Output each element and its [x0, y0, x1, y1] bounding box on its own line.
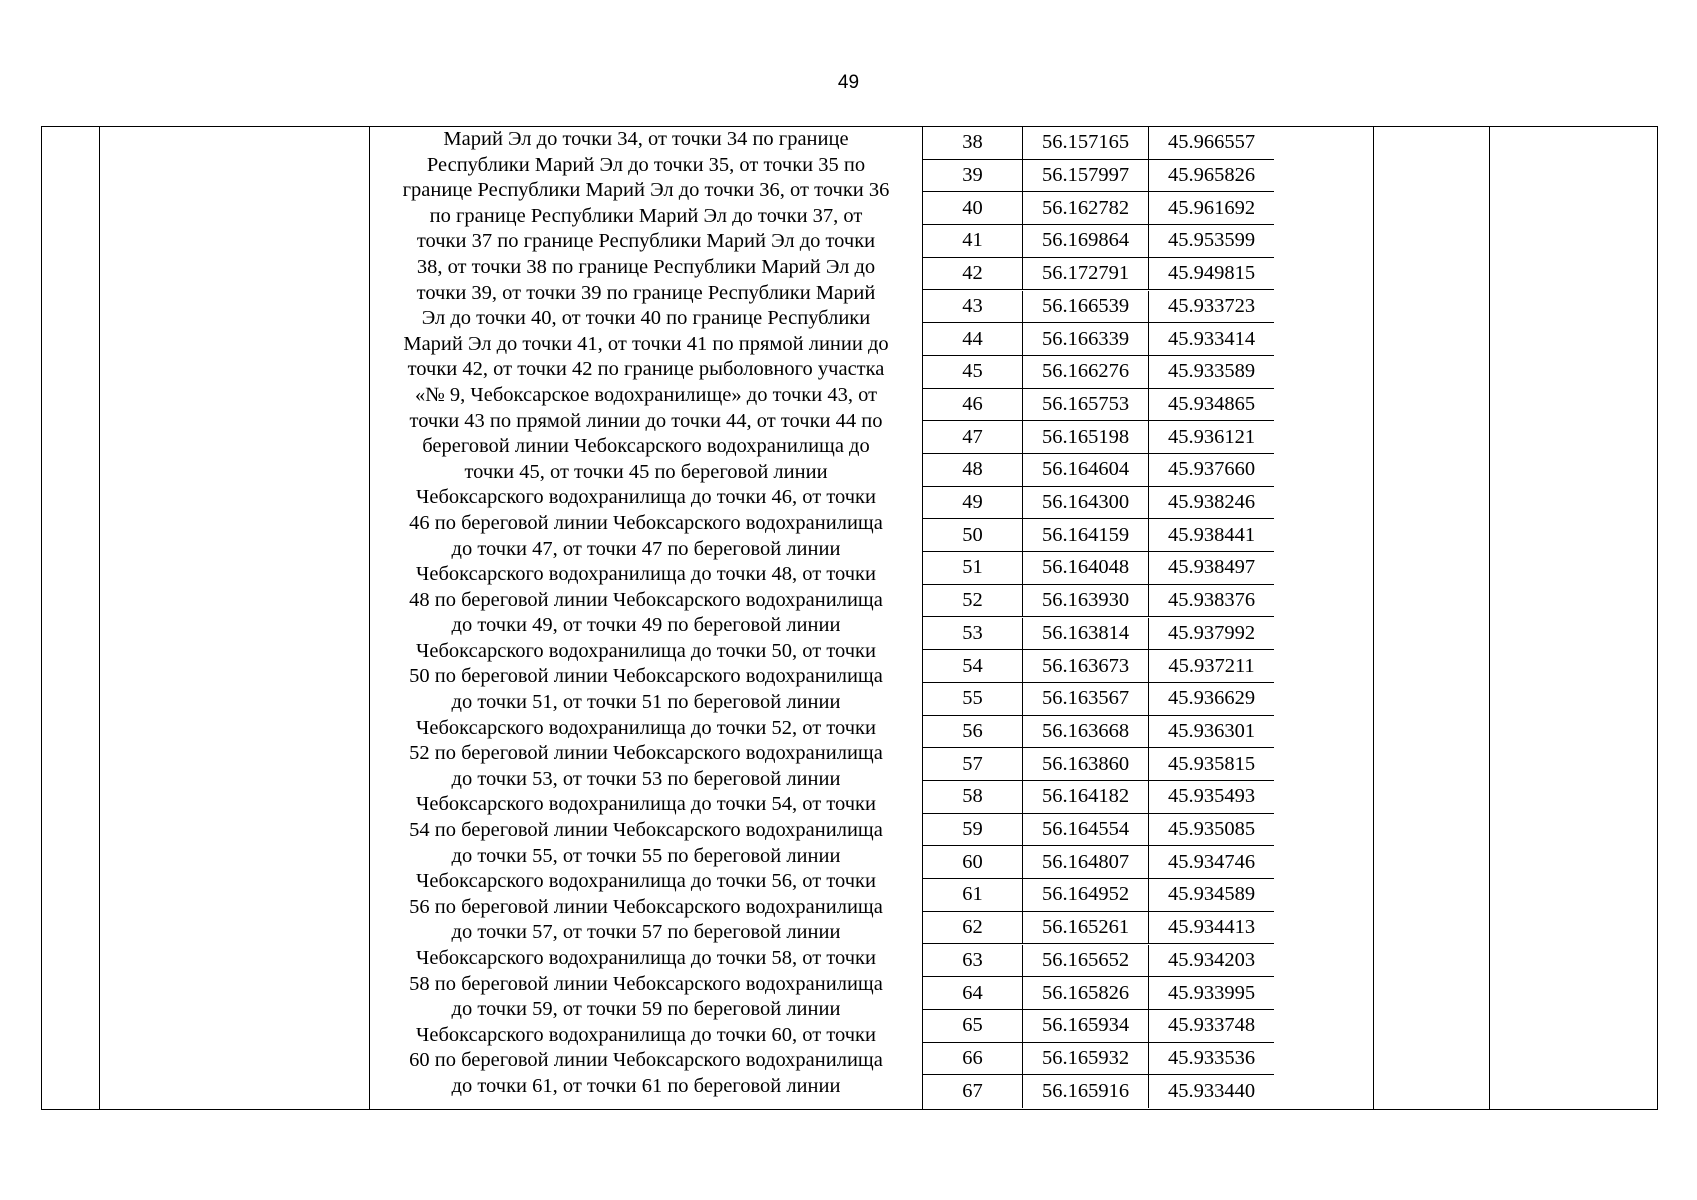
latitude-cell: 56.157165: [1023, 127, 1149, 159]
latitude-cell: 56.166339: [1023, 323, 1149, 355]
point-number: 56: [923, 716, 1023, 748]
point-number: 58: [923, 781, 1023, 813]
longitude-cell: 45.934589: [1167, 883, 1256, 906]
point-number: 42: [923, 258, 1023, 290]
point-number: 47: [923, 421, 1023, 453]
latitude-cell: 56.157997: [1023, 160, 1149, 192]
point-number: 41: [923, 225, 1023, 257]
point-number: 57: [923, 748, 1023, 780]
longitude-cell: 45.933995: [1167, 981, 1256, 1004]
longitude-cell: 45.935493: [1167, 785, 1256, 808]
table-row: [923, 127, 1274, 160]
table-row: [923, 552, 1274, 585]
table-row: [923, 356, 1274, 389]
boundary-description: Марий Эл до точки 34, от точки 34 по границе Республики Марий Эл до точки 35, от точки 35 по границе Республики Марий Эл до точки 36, от точки 36 по границе Республики Марий Эл до точки 37, от точки 37 по границе Республики Марий Эл до точки 38, от точки 38 по границе Республики Марий Эл до точки 39, от точки 39 по границе Республики Марий Эл до точки 40, от точки 40 по границе Республики Марий Эл до точки 41, от точки 41 по прямой линии до точки 42, от точки 42 по границе рыболовного участка «№ 9, Чебоксарское водохранилище» до точки 43, от точки 43 по прямой линии до точки 44, от точки 44 по береговой линии Чебоксарского водохранилища до точки 45, от точки 45 по береговой линии Чебоксарского водохранилища до точки 46, от точки 46 по береговой линии Чебоксарского водохранилища до точки 47, от точки 47 по береговой линии Чебоксарского водохранилища до точки 48, от точки 48 по береговой линии Чебоксарского водохранилища до точки 49, от точки 49 по береговой линии Чебоксарского водохранилища до точки 50, от точки 50 по береговой линии Чебоксарского водохранилища до точки 51, от точки 51 по береговой линии Чебоксарского водохранилища до точки 52, от точки 52 по береговой линии Чебоксарского водохранилища до точки 53, от точки 53 по береговой линии Чебоксарского водохранилища до точки 54, от точки 54 по береговой линии Чебоксарского водохранилища до точки 55, от точки 55 по береговой линии Чебоксарского водохранилища до точки 56, от точки 56 по береговой линии Чебоксарского водохранилища до точки 57, от точки 57 по береговой линии Чебоксарского водохранилища до точки 58, от точки 58 по береговой линии Чебоксарского водохранилища до точки 59, от точки 59 по береговой линии Чебоксарского водохранилища до точки 60, от точки 60 по береговой линии Чебоксарского водохранилища до точки 61, от точки 61 по береговой линии: [402, 128, 890, 1097]
table-row: [923, 585, 1274, 618]
table-row: [923, 389, 1274, 422]
longitude-cell: 45.938376: [1167, 589, 1256, 612]
table-row: [923, 781, 1274, 814]
table-row: [923, 192, 1274, 225]
point-number: 38: [923, 127, 1023, 159]
point-number: 39: [923, 160, 1023, 192]
latitude-cell: 56.164300: [1023, 487, 1149, 519]
table-row: [923, 1043, 1274, 1076]
table-row: [923, 160, 1274, 193]
longitude-cell: 45.933414: [1167, 327, 1256, 350]
point-number: 51: [923, 552, 1023, 584]
longitude-cell: 45.936121: [1167, 425, 1256, 448]
table-row: [923, 487, 1274, 520]
point-number: 63: [923, 945, 1023, 977]
latitude-cell: 56.162782: [1023, 192, 1149, 224]
point-number: 55: [923, 683, 1023, 715]
column-name: [100, 127, 370, 1109]
longitude-cell: 45.935085: [1167, 818, 1256, 841]
point-number: 49: [923, 487, 1023, 519]
point-number: 66: [923, 1043, 1023, 1075]
table-row: [923, 846, 1274, 879]
point-number: 54: [923, 650, 1023, 682]
longitude-cell: 45.935815: [1167, 752, 1256, 775]
column-index: [42, 127, 100, 1109]
longitude-cell: 45.949815: [1167, 262, 1256, 285]
latitude-cell: 56.164807: [1023, 846, 1149, 878]
longitude-cell: 45.938497: [1167, 556, 1256, 579]
latitude-cell: 56.164604: [1023, 454, 1149, 486]
table-row: [923, 291, 1274, 324]
longitude-cell: 45.961692: [1167, 196, 1256, 219]
longitude-cell: 45.966557: [1167, 131, 1256, 154]
point-number: 61: [923, 879, 1023, 911]
point-number: 43: [923, 291, 1023, 323]
point-number: 46: [923, 389, 1023, 421]
longitude-cell: 45.933589: [1167, 360, 1256, 383]
latitude-cell: 56.165916: [1023, 1075, 1149, 1108]
latitude-cell: 56.164182: [1023, 781, 1149, 813]
longitude-cell: 45.953599: [1167, 229, 1256, 252]
latitude-cell: 56.165934: [1023, 1010, 1149, 1042]
table-row: [923, 912, 1274, 945]
latitude-cell: 56.163860: [1023, 748, 1149, 780]
point-number: 67: [923, 1075, 1023, 1108]
longitude-cell: 45.938441: [1167, 523, 1256, 546]
longitude-cell: 45.965826: [1167, 164, 1256, 187]
table-row: [923, 650, 1274, 683]
latitude-cell: 56.165753: [1023, 389, 1149, 421]
latitude-cell: 56.165198: [1023, 421, 1149, 453]
table-row: [923, 945, 1274, 978]
table-row: [923, 258, 1274, 291]
point-number: 45: [923, 356, 1023, 388]
coordinate-points: [923, 127, 1274, 1109]
latitude-cell: 56.164048: [1023, 552, 1149, 584]
longitude-cell: 45.938246: [1167, 491, 1256, 514]
longitude-cell: 45.934203: [1167, 948, 1256, 971]
latitude-cell: 56.165652: [1023, 945, 1149, 977]
latitude-cell: 56.164159: [1023, 519, 1149, 551]
latitude-cell: 56.164554: [1023, 814, 1149, 846]
table-row: [923, 421, 1274, 454]
latitude-cell: 56.163668: [1023, 716, 1149, 748]
table-row: [923, 323, 1274, 356]
point-number: 65: [923, 1010, 1023, 1042]
table-row: [923, 519, 1274, 552]
longitude-cell: 45.936301: [1167, 719, 1256, 742]
latitude-cell: 56.165932: [1023, 1043, 1149, 1075]
longitude-cell: 45.934865: [1167, 392, 1256, 415]
latitude-cell: 56.163673: [1023, 650, 1149, 682]
table-row: [923, 225, 1274, 258]
latitude-cell: 56.163567: [1023, 683, 1149, 715]
table-row: [923, 748, 1274, 781]
latitude-cell: 56.164952: [1023, 879, 1149, 911]
longitude-cell: 45.933440: [1167, 1080, 1256, 1103]
table-row: [923, 879, 1274, 912]
longitude-cell: 45.934746: [1167, 850, 1256, 873]
table-row: [923, 977, 1274, 1010]
longitude-cell: 45.934413: [1167, 916, 1256, 939]
table-row: [923, 1010, 1274, 1043]
table-row: [923, 618, 1274, 651]
longitude-cell: 45.937211: [1168, 654, 1255, 677]
table-row: [923, 1075, 1274, 1108]
longitude-cell: 45.933536: [1167, 1046, 1256, 1069]
column-extra-1: [1274, 127, 1374, 1109]
column-description: [370, 127, 923, 1109]
latitude-cell: 56.166276: [1023, 356, 1149, 388]
column-extra-2: [1374, 127, 1490, 1109]
coordinates-table: [41, 126, 1658, 1110]
point-number: 59: [923, 814, 1023, 846]
point-number: 44: [923, 323, 1023, 355]
table-row: [923, 814, 1274, 847]
longitude-cell: 45.933723: [1167, 294, 1256, 317]
table-row: [923, 716, 1274, 749]
latitude-cell: 56.163814: [1023, 618, 1149, 650]
point-number: 50: [923, 519, 1023, 551]
latitude-cell: 56.165261: [1023, 912, 1149, 944]
longitude-cell: 45.933748: [1167, 1014, 1256, 1037]
longitude-cell: 45.936629: [1167, 687, 1256, 710]
longitude-cell: 45.937992: [1167, 621, 1256, 644]
point-number: 53: [923, 618, 1023, 650]
latitude-cell: 56.166539: [1023, 291, 1149, 323]
table-row: [923, 683, 1274, 716]
point-number: 52: [923, 585, 1023, 617]
point-number: 48: [923, 454, 1023, 486]
latitude-cell: 56.165826: [1023, 977, 1149, 1009]
point-number: 40: [923, 192, 1023, 224]
point-number: 64: [923, 977, 1023, 1009]
latitude-cell: 56.163930: [1023, 585, 1149, 617]
point-number: 62: [923, 912, 1023, 944]
point-number: 60: [923, 846, 1023, 878]
latitude-cell: 56.169864: [1023, 225, 1149, 257]
page-number: 49: [837, 72, 860, 93]
longitude-cell: 45.937660: [1167, 458, 1256, 481]
latitude-cell: 56.172791: [1023, 258, 1149, 290]
table-row: [923, 454, 1274, 487]
